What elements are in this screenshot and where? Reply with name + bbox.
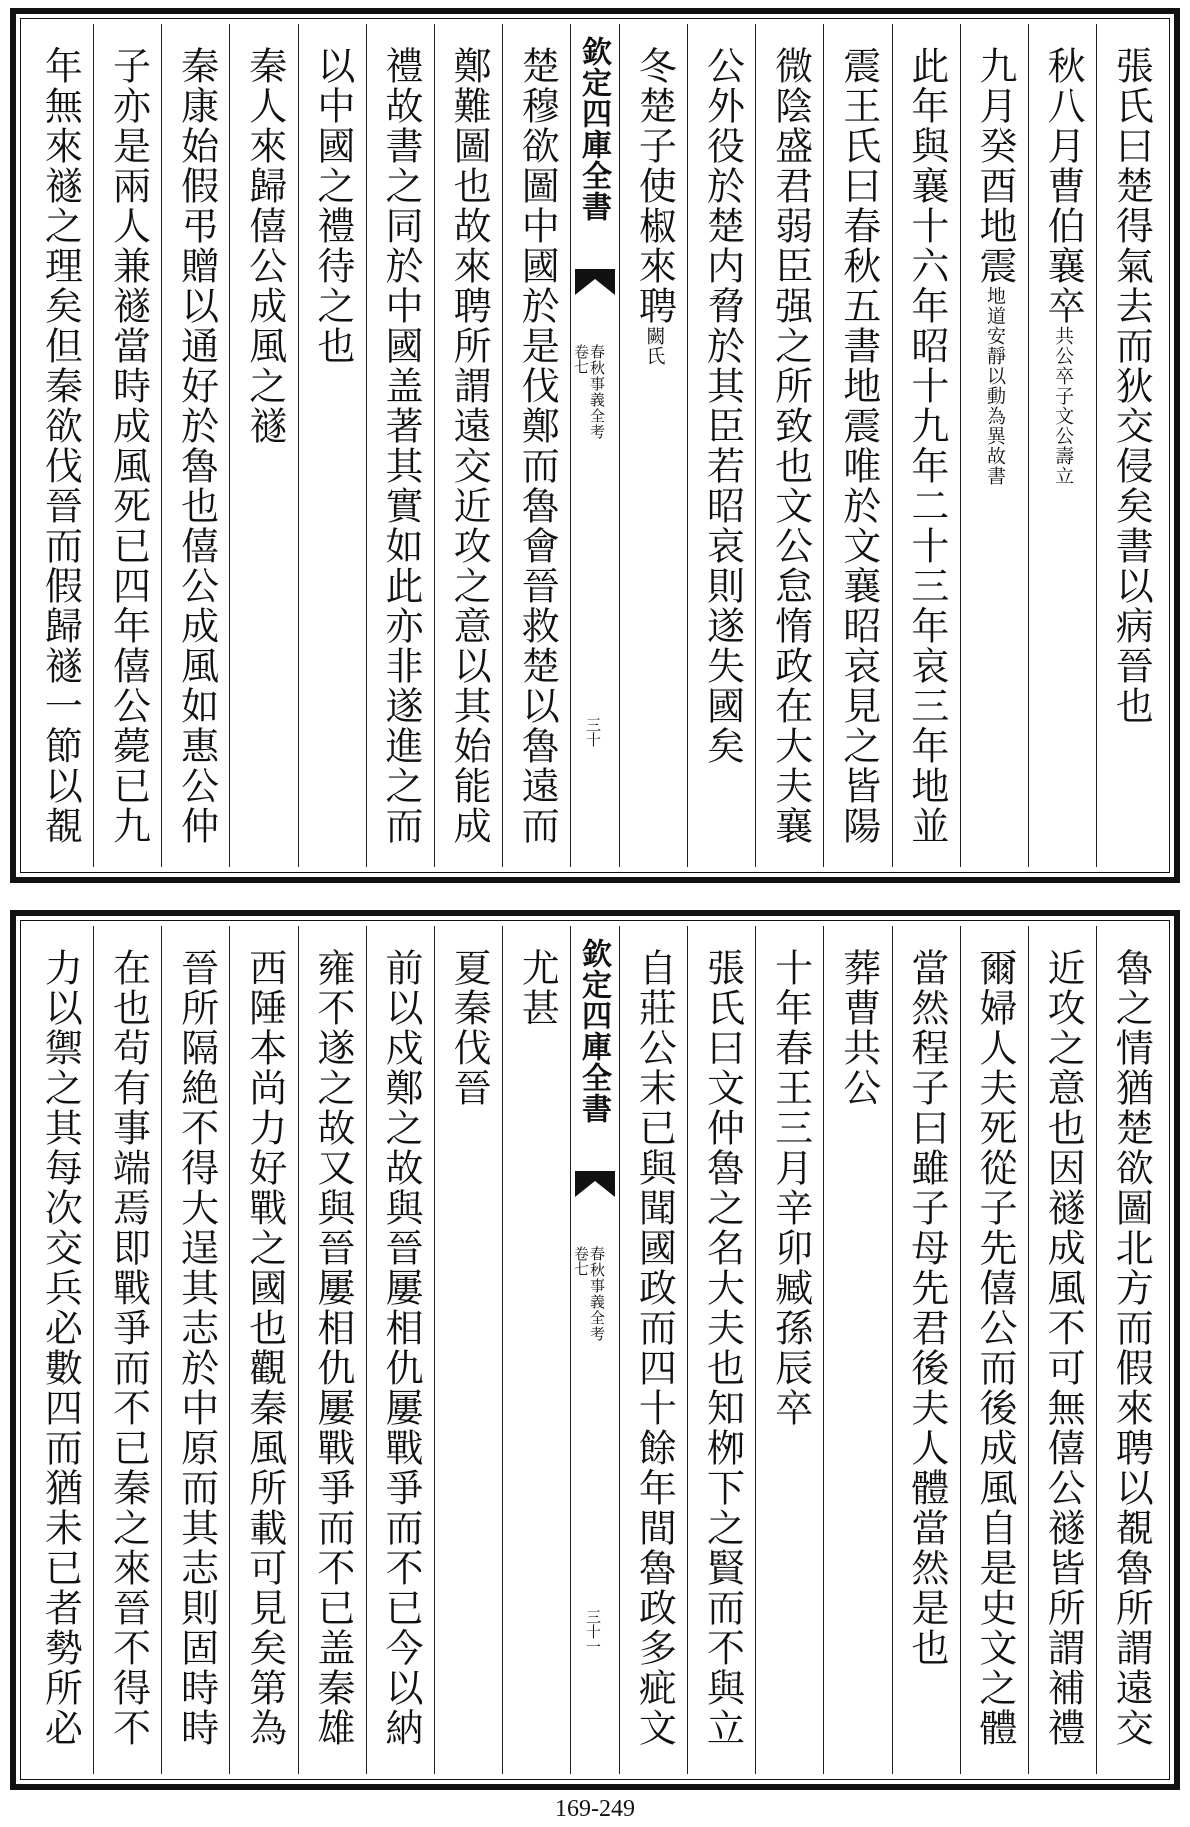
page-panel-top (10, 8, 1180, 883)
column-text: 秦人來歸僖公成風之禭 (242, 46, 287, 446)
column-text: 震王氏曰春秋五書地震唯於文襄昭哀見之皆陽 (836, 46, 881, 846)
text-column (434, 926, 502, 1774)
text-column (892, 926, 960, 1774)
column-text: 九月癸酉地震 (973, 46, 1018, 286)
text-column (619, 926, 687, 1774)
fish-tail-mark (575, 1171, 615, 1197)
text-column (229, 24, 297, 867)
column-text: 張氏曰楚得氣去而狄交侵矣書以病晉也 (1109, 46, 1154, 726)
text-column (161, 24, 229, 867)
text-column (502, 926, 570, 1774)
column-text: 秦康始假弔贈以通好於魯也僖公成風如惠公仲 (174, 46, 219, 846)
center-folio: 三十 (584, 717, 602, 747)
center-book-title: 春秋事義全考 (588, 344, 606, 440)
column-text: 此年與襄十六年昭十九年二十三年哀三年地並 (904, 46, 949, 846)
text-column (366, 926, 434, 1774)
column-text: 自莊公末已與聞國政而四十餘年間魯政多疵文 (632, 948, 677, 1748)
column-text: 近攻之意也因禭成風不可無僖公禭皆所謂補禮 (1041, 948, 1086, 1748)
center-fold (570, 24, 619, 867)
text-column (755, 24, 823, 867)
center-fold (570, 926, 619, 1774)
column-text: 張氏曰文仲魯之名大夫也知栁下之賢而不與立 (700, 948, 745, 1748)
column-text: 晉所隔絶不得大逞其志於中原而其志則固時時 (174, 948, 219, 1748)
fish-tail-mark (575, 269, 615, 295)
column-text: 魯之情猶楚欲圖北方而假來聘以覩魯所謂遠交 (1109, 948, 1154, 1748)
center-juan: 卷七 (572, 1246, 590, 1276)
column-text: 夏秦伐晉 (447, 948, 492, 1108)
center-folio: 三十一 (584, 1609, 602, 1654)
center-header: 欽定四庫全書 (576, 938, 611, 1124)
column-text: 冬楚子使椒來聘 (632, 46, 677, 326)
text-column (687, 24, 755, 867)
column-text: 尤甚 (515, 948, 560, 1028)
annotation-note: 地道安靜以動為異故書 (984, 286, 1007, 486)
column-text: 楚穆欲圖中國於是伐鄭而魯會晉救楚以魯遠而 (515, 46, 560, 846)
column-text: 力以禦之其每次交兵必數四而猶未已者勢所必 (38, 948, 83, 1748)
columns-top (26, 24, 1164, 867)
page-panel-bottom (10, 910, 1180, 1790)
center-juan: 卷七 (572, 344, 590, 374)
text-column (161, 926, 229, 1774)
column-text: 在也茍有事端焉即戰爭而不已秦之來晉不得不 (106, 948, 151, 1748)
column-text: 當然程子曰雖子母先君後夫人體當然是也 (904, 948, 949, 1668)
text-column (298, 24, 366, 867)
center-header: 欽定四庫全書 (576, 36, 611, 222)
text-column (687, 926, 755, 1774)
text-column (1028, 926, 1096, 1774)
annotation-note: 闕氏 (643, 326, 666, 366)
column-text: 公外役於楚内脅於其臣若昭哀則遂失國矣 (700, 46, 745, 766)
text-column (434, 24, 502, 867)
column-text: 子亦是兩人兼禭當時成風死已四年僖公薨已九 (106, 46, 151, 846)
text-column (298, 926, 366, 1774)
column-text: 年無來禭之理矣但秦欲伐晉而假歸禭一節以覩 (38, 46, 83, 846)
column-text: 十年春王三月辛卯臧孫辰卒 (768, 948, 813, 1428)
text-column (892, 24, 960, 867)
text-column (93, 24, 161, 867)
text-column (823, 24, 891, 867)
column-text: 禮故書之同於中國盖著其實如此亦非遂進之而 (379, 46, 424, 846)
text-column (1096, 926, 1164, 1774)
center-book-title: 春秋事義全考 (588, 1246, 606, 1342)
text-column (502, 24, 570, 867)
column-text: 西陲本尚力好戰之國也觀秦風所載可見矣第為 (242, 948, 287, 1748)
text-column (26, 24, 93, 867)
text-column (1028, 24, 1096, 867)
column-text: 爾婦人夫死從子先僖公而後成風自是史文之體 (973, 948, 1018, 1748)
column-text: 雍不遂之故又與晉屢相仇屢戰爭而不已盖秦雄 (310, 948, 355, 1748)
text-column (960, 24, 1028, 867)
column-text: 以中國之禮待之也 (310, 46, 355, 366)
text-column (93, 926, 161, 1774)
column-text: 秋八月曹伯襄卒 (1041, 46, 1086, 326)
text-column (26, 926, 93, 1774)
column-text: 葬曹共公 (836, 948, 881, 1108)
text-column (619, 24, 687, 867)
columns-bottom (26, 926, 1164, 1774)
text-column (755, 926, 823, 1774)
column-text: 微陰盛君弱臣强之所致也文公怠惰政在大夫襄 (768, 46, 813, 846)
text-column (1096, 24, 1164, 867)
text-column (366, 24, 434, 867)
column-text: 前以戍鄭之故與晉屢相仇屢戰爭而不已今以納 (379, 948, 424, 1748)
text-column (229, 926, 297, 1774)
annotation-note: 共公卒子文公壽立 (1052, 326, 1075, 486)
page-number: 169-249 (555, 1796, 635, 1822)
text-column (823, 926, 891, 1774)
column-text: 鄭難圖也故來聘所謂遠交近攻之意以其始能成 (447, 46, 492, 846)
text-column (960, 926, 1028, 1774)
